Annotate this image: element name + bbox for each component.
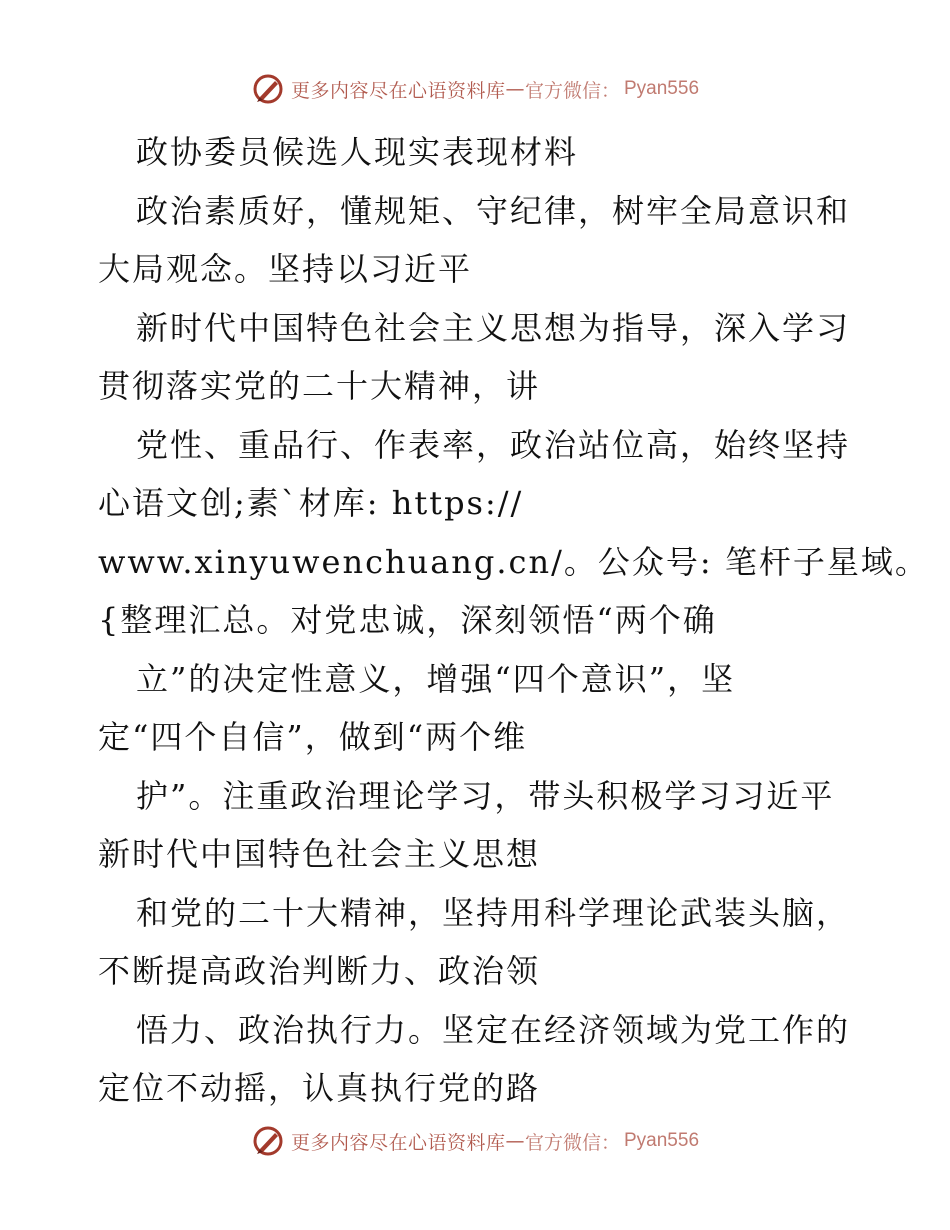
text-line: 不断提高政治判断力、政治领 — [98, 952, 541, 990]
text-line: 新时代中国特色社会主义思想 — [98, 835, 541, 873]
text-line: www.xinyuwenchuang.cn/。公众号: 笔杆子星域。 — [98, 542, 929, 581]
header-watermark-banner — [0, 72, 950, 106]
text-line: 新时代中国特色社会主义思想为指导，深入学习 — [136, 308, 851, 347]
text-line: 大局观念。坚持以习近平 — [98, 250, 473, 288]
banner-wechat-id: Pyan556 — [624, 78, 700, 99]
pen-logo-icon — [251, 1124, 285, 1158]
text-line: 心语文创;素`材库: https:// — [98, 484, 524, 522]
text-line: 护”。注重政治理论学习，带头积极学习习近平 — [136, 776, 835, 815]
text-line: 贯彻落实党的二十大精神，讲 — [98, 367, 541, 405]
pen-logo-icon — [251, 72, 285, 106]
banner-dash: — — [505, 78, 525, 100]
text-line: 和党的二十大精神，坚持用科学理论武装头脑， — [136, 893, 851, 932]
banner-dash: — — [505, 1130, 525, 1152]
text-line: 定“四个自信”，做到“两个维 — [98, 718, 528, 756]
text-line: 定位不动摇，认真执行党的路 — [98, 1069, 541, 1107]
banner-text: 更多内容尽在心语资料库 — [290, 79, 506, 102]
document-body — [98, 123, 929, 1118]
footer-watermark-banner — [0, 1124, 950, 1158]
text-line: 政协委员候选人现实表现材料 — [136, 133, 579, 171]
banner-wechat-label: 官方微信： — [524, 79, 620, 102]
banner-wechat-id: Pyan556 — [624, 1130, 700, 1151]
text-line: 立”的决定性意义，增强“四个意识”，坚 — [136, 659, 736, 698]
text-line: 悟力、政治执行力。坚定在经济领域为党工作的 — [136, 1010, 851, 1049]
text-line: 党性、重品行、作表率，政治站位高，始终坚持 — [136, 425, 851, 464]
text-line: 政治素质好，懂规矩、守纪律，树牢全局意识和 — [136, 191, 851, 230]
text-line: {整理汇总。对党忠诚，深刻领悟“两个确 — [98, 601, 717, 639]
banner-wechat-label: 官方微信： — [524, 1131, 620, 1154]
banner-text: 更多内容尽在心语资料库 — [290, 1131, 506, 1154]
